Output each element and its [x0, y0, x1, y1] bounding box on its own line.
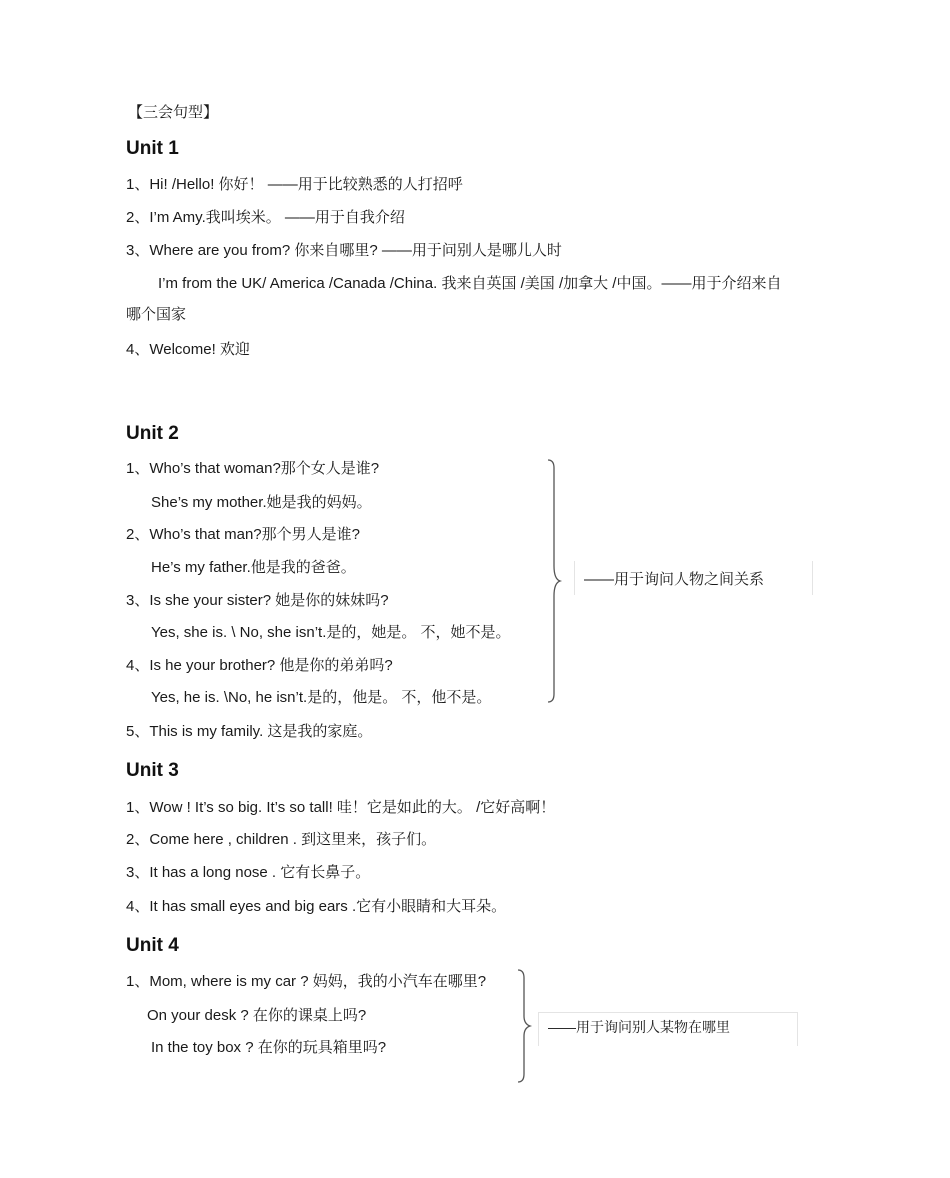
unit-4-heading: Unit 4	[126, 935, 179, 956]
unit-2-line-8: Yes, he is. \No, he isn’t.是的，他是。 不，他不是。	[151, 689, 492, 706]
unit-2-line-7: 4、Is he your brother? 他是你的弟弟吗?	[126, 657, 393, 674]
unit-2-note-box-left	[574, 561, 575, 595]
unit-2-line-9: 5、This is my family. 这是我的家庭。	[126, 723, 373, 740]
unit-2-note: ——用于询问人物之间关系	[584, 571, 765, 588]
unit-1-line-5: 哪个国家	[126, 306, 187, 323]
unit-4-note-box-right	[797, 1012, 798, 1046]
unit-1-line-4: I’m from the UK/ America /Canada /China. 我来自英国 /美国 /加拿大 /中国。——用于介绍来自	[158, 275, 782, 292]
unit-4-note-box-left	[538, 1012, 539, 1046]
unit-2-heading: Unit 2	[126, 423, 179, 444]
unit-3-line-2: 2、Come here , children . 到这里来，孩子们。	[126, 831, 437, 848]
unit-2-note-box-right	[812, 561, 813, 595]
unit-1-line-1: 1、Hi! /Hello! 你好！ ——用于比较熟悉的人打招呼	[126, 176, 463, 193]
section-title: 【三会句型】	[128, 104, 219, 121]
unit-4-note-box-top	[538, 1012, 798, 1013]
unit-4-note: ——用于询问别人某物在哪里	[548, 1019, 730, 1035]
unit-2-brace-icon	[546, 458, 568, 704]
unit-3-heading: Unit 3	[126, 760, 179, 781]
unit-1-line-3: 3、Where are you from? 你来自哪里? ——用于问别人是哪儿人时	[126, 242, 562, 259]
unit-2-line-4: He’s my father.他是我的爸爸。	[151, 559, 356, 576]
unit-1-heading: Unit 1	[126, 138, 179, 159]
unit-2-line-6: Yes, she is. \ No, she isn’t.是的，她是。 不，她不是。	[151, 624, 511, 641]
unit-2-line-5: 3、Is she your sister? 她是你的妹妹吗?	[126, 592, 389, 609]
unit-3-line-4: 4、It has small eyes and big ears .它有小眼睛和大耳朵。	[126, 898, 507, 915]
unit-3-line-1: 1、Wow ! It’s so big. It’s so tall! 哇！它是如此的大。 /它好高啊！	[126, 799, 556, 816]
unit-2-line-3: 2、Who’s that man?那个男人是谁?	[126, 526, 360, 543]
unit-3-line-3: 3、It has a long nose . 它有长鼻子。	[126, 864, 371, 881]
unit-2-line-2: She’s my mother.她是我的妈妈。	[151, 494, 372, 511]
unit-4-line-1: 1、Mom, where is my car ? 妈妈，我的小汽车在哪里?	[126, 973, 487, 990]
unit-2-line-1: 1、Who’s that woman?那个女人是谁?	[126, 460, 380, 477]
unit-4-brace-icon	[516, 968, 536, 1084]
unit-4-line-3: In the toy box ? 在你的玩具箱里吗?	[151, 1039, 387, 1056]
unit-1-line-6: 4、Welcome! 欢迎	[126, 341, 250, 358]
unit-4-line-2: On your desk ? 在你的课桌上吗?	[147, 1007, 367, 1024]
unit-1-line-2: 2、I’m Amy.我叫埃米。 ——用于自我介绍	[126, 209, 405, 226]
